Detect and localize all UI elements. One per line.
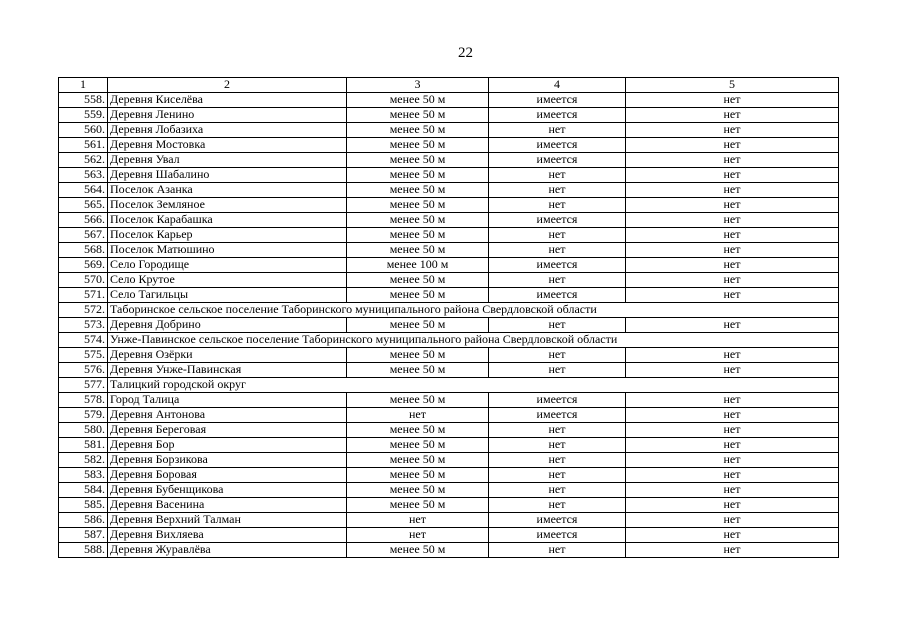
availability-cell: нет (489, 183, 626, 198)
row-number: 575. (59, 348, 108, 363)
settlement-name: Деревня Береговая (108, 423, 347, 438)
col5-cell: нет (626, 168, 839, 183)
row-number: 563. (59, 168, 108, 183)
row-number: 567. (59, 228, 108, 243)
row-number: 578. (59, 393, 108, 408)
distance-cell: менее 50 м (347, 93, 489, 108)
distance-cell: менее 50 м (347, 168, 489, 183)
settlement-name: Деревня Боровая (108, 468, 347, 483)
settlement-name: Город Талица (108, 393, 347, 408)
table-row (59, 363, 839, 378)
row-number: 568. (59, 243, 108, 258)
settlement-name: Деревня Киселёва (108, 93, 347, 108)
row-number: 558. (59, 93, 108, 108)
row-number: 560. (59, 123, 108, 138)
availability-cell: нет (489, 273, 626, 288)
header-col-2: 2 (108, 78, 347, 93)
col5-cell: нет (626, 273, 839, 288)
settlement-name: Деревня Бор (108, 438, 347, 453)
settlement-name: Деревня Ленино (108, 108, 347, 123)
col5-cell: нет (626, 498, 839, 513)
distance-cell: менее 50 м (347, 288, 489, 303)
distance-cell: менее 50 м (347, 348, 489, 363)
distance-cell: менее 50 м (347, 543, 489, 558)
row-number: 571. (59, 288, 108, 303)
availability-cell: нет (489, 348, 626, 363)
row-number: 582. (59, 453, 108, 468)
row-number: 586. (59, 513, 108, 528)
table-row (59, 93, 839, 108)
distance-cell: менее 50 м (347, 363, 489, 378)
availability-cell: имеется (489, 138, 626, 153)
table-row (59, 468, 839, 483)
table-row (59, 168, 839, 183)
availability-cell: имеется (489, 258, 626, 273)
availability-cell: нет (489, 423, 626, 438)
col5-cell: нет (626, 483, 839, 498)
col5-cell: нет (626, 228, 839, 243)
header-col-3: 3 (347, 78, 489, 93)
col5-cell: нет (626, 438, 839, 453)
distance-cell: нет (347, 513, 489, 528)
distance-cell: менее 50 м (347, 138, 489, 153)
col5-cell: нет (626, 348, 839, 363)
table-row (59, 228, 839, 243)
table-header-row (59, 78, 839, 93)
settlement-name: Деревня Бубенщикова (108, 483, 347, 498)
settlement-name: Деревня Васенина (108, 498, 347, 513)
row-number: 559. (59, 108, 108, 123)
availability-cell: нет (489, 438, 626, 453)
availability-cell: нет (489, 243, 626, 258)
table-row (59, 198, 839, 213)
availability-cell: нет (489, 318, 626, 333)
table-row (59, 528, 839, 543)
settlement-name: Деревня Лобазиха (108, 123, 347, 138)
availability-cell: имеется (489, 153, 626, 168)
availability-cell: нет (489, 498, 626, 513)
table-row (59, 498, 839, 513)
settlement-name: Деревня Мостовка (108, 138, 347, 153)
distance-cell: нет (347, 528, 489, 543)
section-title: Унже-Павинское сельское поселение Таборинского муниципального района Свердловской области (108, 333, 839, 348)
row-number: 573. (59, 318, 108, 333)
table-section-row (59, 378, 839, 393)
availability-cell: нет (489, 363, 626, 378)
distance-cell: менее 50 м (347, 108, 489, 123)
availability-cell: имеется (489, 408, 626, 423)
table-section-row (59, 303, 839, 318)
availability-cell: нет (489, 453, 626, 468)
table-row (59, 108, 839, 123)
distance-cell: менее 50 м (347, 153, 489, 168)
distance-cell: менее 50 м (347, 198, 489, 213)
table-row (59, 243, 839, 258)
table-row (59, 258, 839, 273)
availability-cell: нет (489, 228, 626, 243)
availability-cell: имеется (489, 108, 626, 123)
settlement-name: Поселок Карабашка (108, 213, 347, 228)
table-row (59, 123, 839, 138)
row-number: 562. (59, 153, 108, 168)
settlement-name: Село Городище (108, 258, 347, 273)
col5-cell: нет (626, 198, 839, 213)
settlement-name: Поселок Карьер (108, 228, 347, 243)
row-number: 581. (59, 438, 108, 453)
row-number: 572. (59, 303, 108, 318)
data-table (58, 77, 839, 558)
distance-cell: менее 50 м (347, 483, 489, 498)
table-row (59, 513, 839, 528)
col5-cell: нет (626, 468, 839, 483)
table-row (59, 153, 839, 168)
row-number: 565. (59, 198, 108, 213)
distance-cell: менее 50 м (347, 468, 489, 483)
table-row (59, 288, 839, 303)
row-number: 574. (59, 333, 108, 348)
distance-cell: менее 100 м (347, 258, 489, 273)
row-number: 580. (59, 423, 108, 438)
table-row (59, 543, 839, 558)
col5-cell: нет (626, 528, 839, 543)
table-row (59, 393, 839, 408)
col5-cell: нет (626, 183, 839, 198)
settlement-name: Поселок Матюшино (108, 243, 347, 258)
col5-cell: нет (626, 423, 839, 438)
table-row (59, 273, 839, 288)
availability-cell: имеется (489, 393, 626, 408)
row-number: 561. (59, 138, 108, 153)
table-row (59, 138, 839, 153)
settlement-name: Деревня Увал (108, 153, 347, 168)
availability-cell: нет (489, 168, 626, 183)
header-col-5: 5 (626, 78, 839, 93)
settlement-name: Деревня Верхний Талман (108, 513, 347, 528)
col5-cell: нет (626, 318, 839, 333)
header-col-4: 4 (489, 78, 626, 93)
col5-cell: нет (626, 243, 839, 258)
distance-cell: менее 50 м (347, 423, 489, 438)
settlement-name: Село Тагильцы (108, 288, 347, 303)
row-number: 566. (59, 213, 108, 228)
settlement-name: Деревня Озёрки (108, 348, 347, 363)
col5-cell: нет (626, 513, 839, 528)
distance-cell: менее 50 м (347, 183, 489, 198)
distance-cell: нет (347, 408, 489, 423)
distance-cell: менее 50 м (347, 498, 489, 513)
table-row (59, 183, 839, 198)
col5-cell: нет (626, 363, 839, 378)
section-title: Талицкий городской округ (108, 378, 839, 393)
settlement-name: Поселок Азанка (108, 183, 347, 198)
table-row (59, 483, 839, 498)
distance-cell: менее 50 м (347, 393, 489, 408)
row-number: 585. (59, 498, 108, 513)
page-number: 22 (458, 45, 473, 61)
settlement-name: Село Крутое (108, 273, 347, 288)
col5-cell: нет (626, 453, 839, 468)
distance-cell: менее 50 м (347, 243, 489, 258)
table-row (59, 438, 839, 453)
availability-cell: нет (489, 123, 626, 138)
settlement-name: Деревня Борзикова (108, 453, 347, 468)
distance-cell: менее 50 м (347, 228, 489, 243)
availability-cell: нет (489, 468, 626, 483)
settlement-name: Деревня Антонова (108, 408, 347, 423)
availability-cell: имеется (489, 93, 626, 108)
table-row (59, 408, 839, 423)
availability-cell: нет (489, 483, 626, 498)
availability-cell: имеется (489, 288, 626, 303)
settlement-name: Поселок Земляное (108, 198, 347, 213)
table-row (59, 453, 839, 468)
distance-cell: менее 50 м (347, 123, 489, 138)
settlement-name: Деревня Унже-Павинская (108, 363, 347, 378)
distance-cell: менее 50 м (347, 213, 489, 228)
availability-cell: нет (489, 198, 626, 213)
availability-cell: имеется (489, 213, 626, 228)
table-row (59, 423, 839, 438)
distance-cell: менее 50 м (347, 453, 489, 468)
col5-cell: нет (626, 258, 839, 273)
table-row (59, 348, 839, 363)
col5-cell: нет (626, 93, 839, 108)
row-number: 579. (59, 408, 108, 423)
row-number: 587. (59, 528, 108, 543)
table-row (59, 213, 839, 228)
section-title: Таборинское сельское поселение Таборинского муниципального района Свердловской области (108, 303, 839, 318)
col5-cell: нет (626, 138, 839, 153)
availability-cell: имеется (489, 528, 626, 543)
availability-cell: имеется (489, 513, 626, 528)
row-number: 564. (59, 183, 108, 198)
settlement-name: Деревня Журавлёва (108, 543, 347, 558)
header-col-1: 1 (59, 78, 108, 93)
row-number: 569. (59, 258, 108, 273)
availability-cell: нет (489, 543, 626, 558)
distance-cell: менее 50 м (347, 318, 489, 333)
row-number: 576. (59, 363, 108, 378)
row-number: 583. (59, 468, 108, 483)
settlement-name: Деревня Добрино (108, 318, 347, 333)
col5-cell: нет (626, 408, 839, 423)
table-body (59, 78, 839, 558)
col5-cell: нет (626, 543, 839, 558)
table-section-row (59, 333, 839, 348)
settlement-name: Деревня Вихляева (108, 528, 347, 543)
row-number: 570. (59, 273, 108, 288)
col5-cell: нет (626, 288, 839, 303)
col5-cell: нет (626, 213, 839, 228)
distance-cell: менее 50 м (347, 438, 489, 453)
col5-cell: нет (626, 108, 839, 123)
row-number: 584. (59, 483, 108, 498)
col5-cell: нет (626, 123, 839, 138)
table-row (59, 318, 839, 333)
row-number: 588. (59, 543, 108, 558)
settlement-name: Деревня Шабалино (108, 168, 347, 183)
col5-cell: нет (626, 393, 839, 408)
col5-cell: нет (626, 153, 839, 168)
row-number: 577. (59, 378, 108, 393)
distance-cell: менее 50 м (347, 273, 489, 288)
